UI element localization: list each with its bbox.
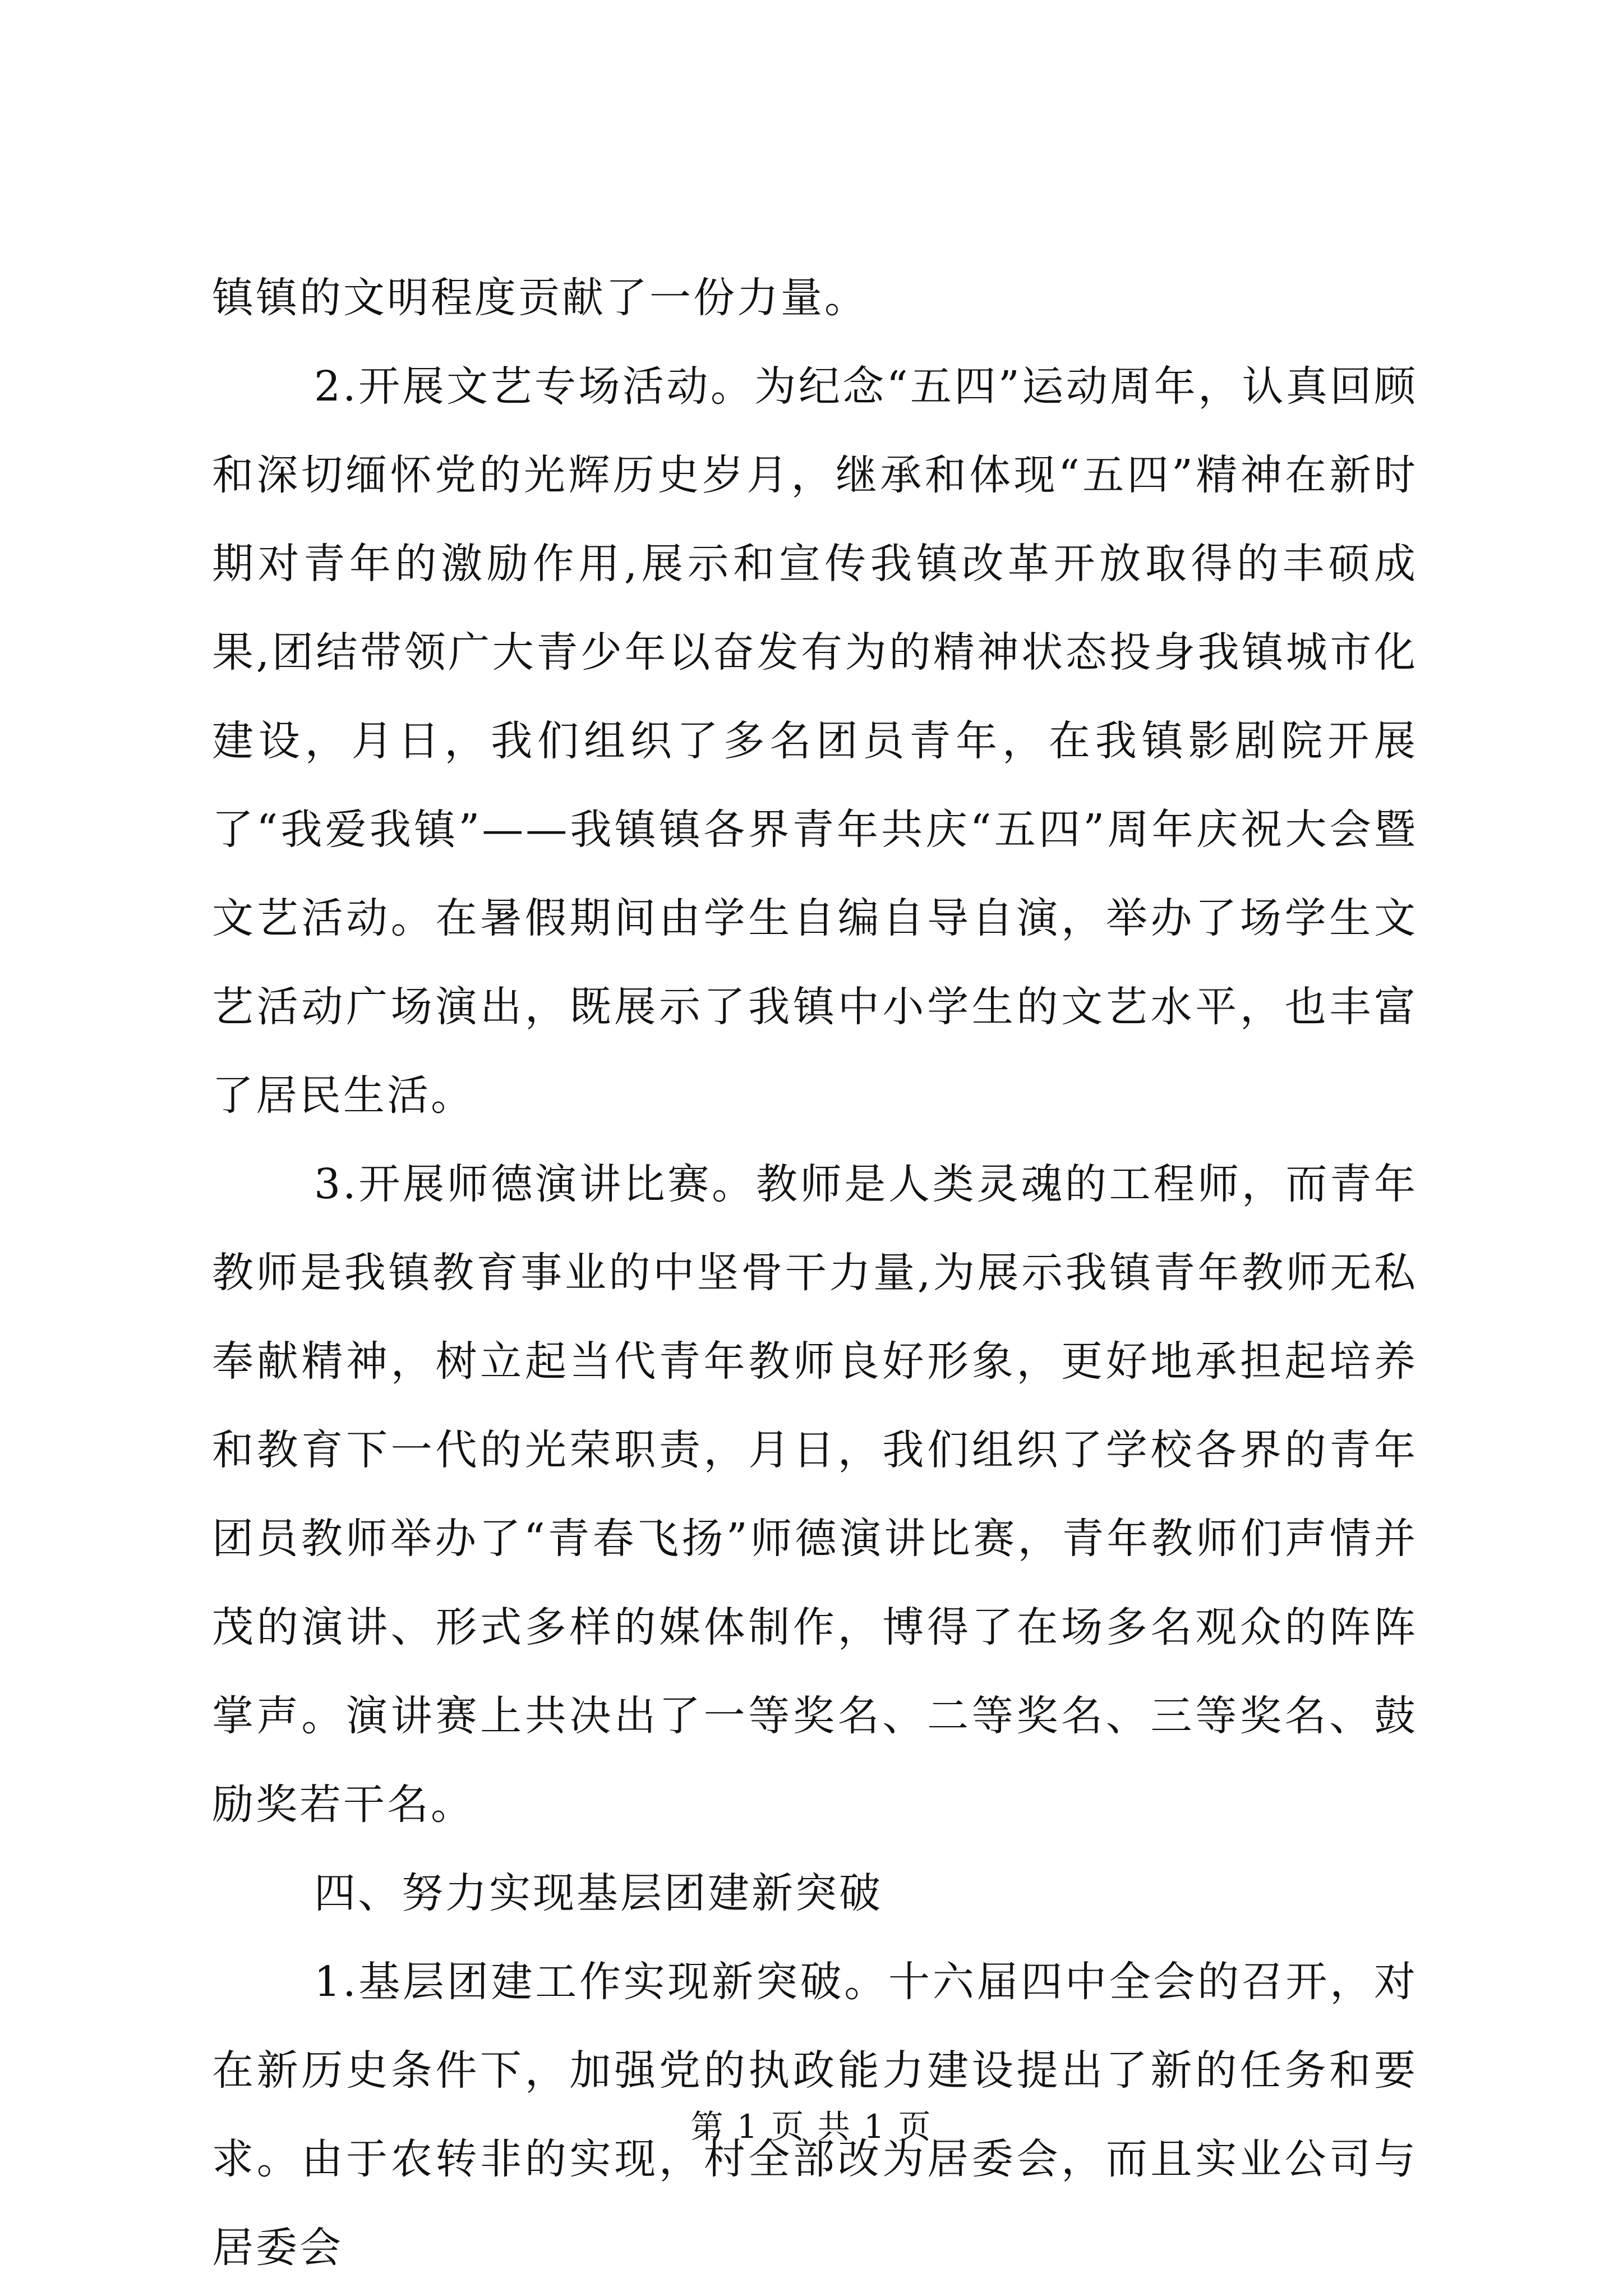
page-number: 第 1 页 共 1 页: [690, 2108, 933, 2146]
paragraph-speech-contest: 3.开展师德演讲比赛。教师是人类灵魂的工程师，而青年教师是我镇教育事业的中坚骨干力量,为展示我镇青年教师无私奉献精神，树立起当代青年教师良好形象，更好地承担起培养和教育下一代的光荣职责，月日，我们组织了学校各界的青年团员教师举办了“青春飞扬”师德演讲比赛，青年教师们声情并茂的演讲、形式多样的媒体制作，博得了在场多名观众的阵阵掌声。演讲赛上共决出了一等奖名、二等奖名、三等奖名、鼓励奖若干名。: [212, 1160, 1418, 1829]
section-heading: 四、努力实现基层团建新突破: [314, 1869, 883, 1917]
document-body: [212, 254, 1418, 2292]
page-footer: [0, 2107, 1623, 2146]
paragraph-grassroots: 1.基层团建工作实现新突破。十六届四中全会的召开，对在新历史条件下，加强党的执政能力建设提出了新的任务和要求。由于农转非的实现，村全部改为居委会，而且实业公司与居委会: [212, 1958, 1418, 2272]
paragraph-continuation: 镇镇的文明程度贡献了一份力量。: [212, 274, 868, 322]
paragraph-art-activities: 2.开展文艺专场活动。为纪念“五四”运动周年，认真回顾和深切缅怀党的光辉历史岁月，继承和体现“五四”精神在新时期对青年的激励作用,展示和宣传我镇改革开放取得的丰硕成果,团结带领广大青少年以奋发有为的精神状态投身我镇城市化建设，月日，我们组织了多名团员青年，在我镇影剧院开展了“我爱我镇”——我镇镇各界青年共庆“五四”周年庆祝大会暨文艺活动。在暑假期间由学生自编自导自演，举办了场学生文艺活动广场演出，既展示了我镇中小学生的文艺水平，也丰富了居民生活。: [212, 362, 1418, 1120]
